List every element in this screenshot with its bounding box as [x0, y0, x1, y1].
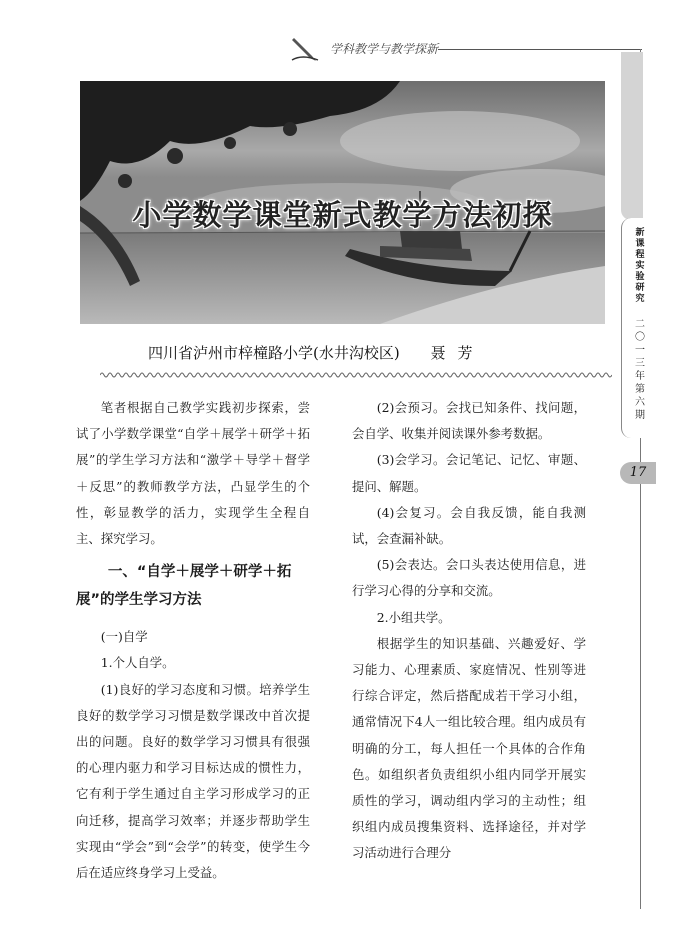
journal-name-char: 究 — [635, 294, 645, 304]
body-paragraph: (5)会表达。会口头表达使用信息，进行学习心得的分享和交流。 — [352, 557, 586, 599]
issue-char: 〇 — [635, 332, 645, 343]
issue-char: 第 — [635, 384, 645, 395]
issue-char: 二 — [635, 319, 645, 330]
issue-char: 三 — [635, 358, 645, 369]
journal-name-vertical — [632, 228, 648, 305]
journal-name-char: 程 — [635, 250, 645, 260]
right-column — [352, 395, 586, 867]
item-heading: 1.个人自学。 — [100, 655, 175, 671]
left-column — [76, 395, 310, 886]
section-heading-line2: 展”的学生学习方法 — [76, 592, 202, 609]
journal-name-char: 新 — [635, 228, 645, 238]
journal-name-char: 课 — [635, 239, 645, 249]
body-paragraph: (1)良好的学习态度和习惯。培养学生良好的数学学习习惯是数学课改中首次提出的问题。良好的数学学习习惯具有很强的心理内驱力和学习目标达成的惯性力，它有利于学生通过自主学习形成学习的正向迁移，提高学习效率；并逐步帮助学生实现由“学会”到“会学”的转变，使学生今后在适应终身学习上受益。 — [76, 681, 310, 881]
journal-name-char: 验 — [635, 272, 645, 282]
running-header — [290, 34, 640, 60]
page-number: 17 — [620, 462, 656, 484]
issue-char: 期 — [635, 410, 645, 421]
issue-char: 年 — [635, 371, 645, 382]
body-paragraph: (4)会复习。会自我反馈，能自我测试，会查漏补缺。 — [352, 504, 586, 547]
decorative-divider — [100, 371, 612, 379]
journal-name-char: 实 — [635, 261, 645, 271]
issue-char: 六 — [635, 397, 645, 408]
body-paragraph: (2)会预习。会找已知条件、找问题，会自学、收集并阅读课外参考数据。 — [352, 400, 586, 442]
margin-tab — [621, 52, 643, 220]
pen-icon — [290, 34, 320, 64]
section-heading-line1: 一、“自学＋展学＋研学＋拓 — [107, 564, 292, 581]
item-heading: 2.小组共学。 — [376, 609, 451, 625]
section-heading — [76, 558, 310, 614]
intro-paragraph: 笔者根据自己教学实践初步探索，尝试了小学数学课堂“自学＋展学＋研学＋拓展”的学生学习方法和“激学＋导学＋督学＋反思”的教师教学方法，凸显学生的个性，彰显教学的活力，实现学生全程自主、探究学习。 — [76, 400, 310, 547]
body-paragraph: 根据学生的知识基础、兴趣爱好、学习能力、心理素质、家庭情况、性别等进行综合评定，然后搭配成若干学习小组，通常情况下4人一组比较合理。组内成员有明确的分工，每人担任一个具体的合作角色。如组织者负责组织小组内同学开展实质性的学习，调动组内学习的主动性；组织组内成员搜集资料、选择途径，并对学习活动进行合理分 — [352, 635, 586, 861]
author-affiliation: 四川省泸州市梓橦路小学(水井沟校区) — [148, 344, 400, 362]
body-paragraph: (3)会学习。会记笔记、记忆、审题、提问、解题。 — [352, 452, 586, 494]
header-rule — [438, 49, 642, 50]
author-name: 聂芳 — [430, 344, 485, 362]
article-title: 小学数学课堂新式教学方法初探 — [132, 198, 553, 232]
issue-vertical — [632, 318, 648, 422]
journal-name-char: 研 — [635, 283, 645, 293]
sub-heading: (一)自学 — [100, 629, 148, 645]
running-title: 学科教学与教学探新 — [330, 42, 439, 56]
byline — [148, 342, 485, 363]
banner-photo — [80, 81, 605, 324]
issue-char: 一 — [635, 345, 645, 356]
